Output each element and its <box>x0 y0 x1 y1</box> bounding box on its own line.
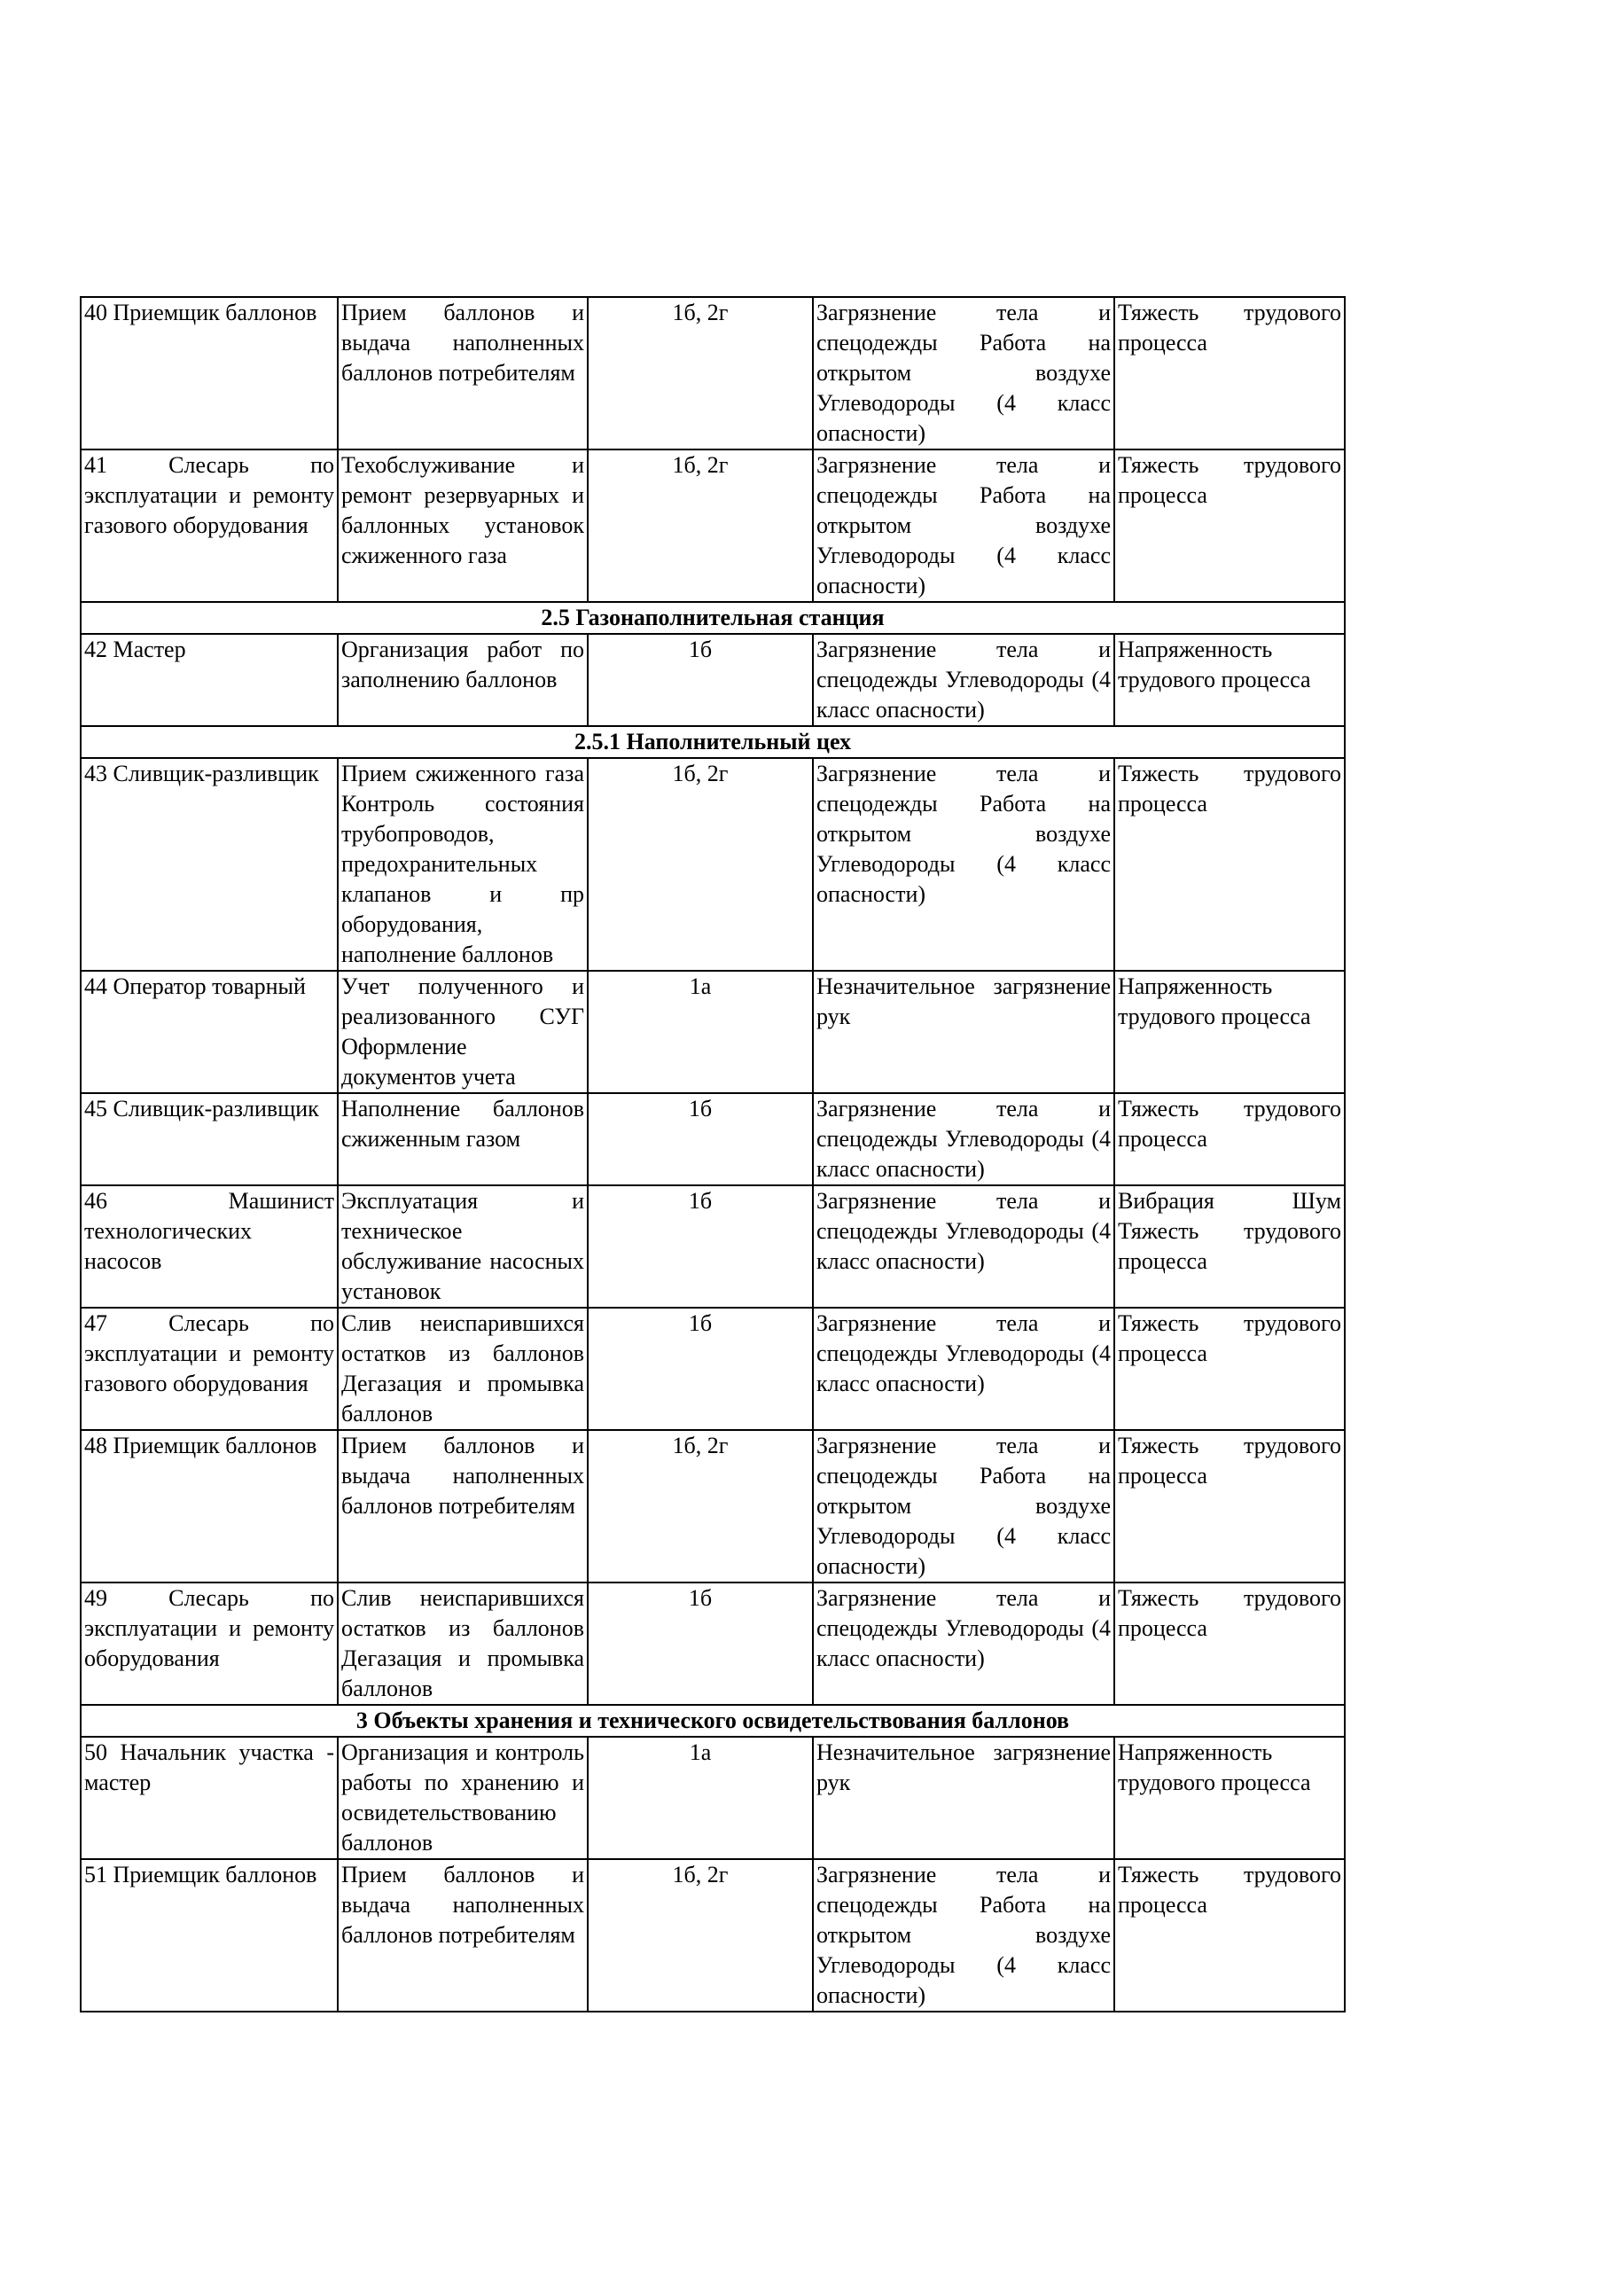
class-cell: 1б <box>588 634 813 726</box>
table-row <box>81 971 1345 1093</box>
class-cell: 1а <box>588 971 813 1093</box>
hazard-factors-cell: Загрязнение тела и спецодежды Работа на открытом воздухе Углеводороды (4 класс опасности) <box>813 758 1114 971</box>
work-conditions-cell: Тяжесть трудового процесса <box>1114 1859 1345 2012</box>
work-description-cell: Прием баллонов и выдача наполненных баллонов потребителям <box>338 297 588 449</box>
class-cell: 1б, 2г <box>588 1430 813 1583</box>
class-cell: 1б <box>588 1093 813 1185</box>
work-conditions-cell: Напряженность трудового процесса <box>1114 634 1345 726</box>
work-conditions-cell: Тяжесть трудового процесса <box>1114 758 1345 971</box>
work-description-cell: Слив неиспарившихся остатков из баллонов Дегазация и промывка баллонов <box>338 1583 588 1705</box>
work-conditions-cell: Напряженность трудового процесса <box>1114 971 1345 1093</box>
table-row <box>81 449 1345 602</box>
work-conditions-cell: Тяжесть трудового процесса <box>1114 297 1345 449</box>
class-cell: 1б, 2г <box>588 297 813 449</box>
table-body <box>81 297 1345 2012</box>
hazard-factors-cell: Загрязнение тела и спецодежды Работа на открытом воздухе Углеводороды (4 класс опасности) <box>813 1430 1114 1583</box>
work-description-cell: Эксплуатация и техническое обслуживание насосных установок <box>338 1185 588 1308</box>
work-description-cell: Слив неиспарившихся остатков из баллонов Дегазация и промывка баллонов <box>338 1308 588 1430</box>
work-description-cell: Прием баллонов и выдача наполненных баллонов потребителям <box>338 1430 588 1583</box>
position-cell: 46 Машинист технологических насосов <box>81 1185 338 1308</box>
class-cell: 1б <box>588 1185 813 1308</box>
hazard-factors-cell: Загрязнение тела и спецодежды Углеводороды (4 класс опасности) <box>813 1093 1114 1185</box>
work-conditions-cell: Тяжесть трудового процесса <box>1114 1430 1345 1583</box>
hazard-factors-cell: Загрязнение тела и спецодежды Углеводороды (4 класс опасности) <box>813 1583 1114 1705</box>
hazard-factors-cell: Незначительное загрязнение рук <box>813 971 1114 1093</box>
position-cell: 50 Начальник участка - мастер <box>81 1737 338 1859</box>
work-description-cell: Организация и контроль работы по хранению и освидетельствованию баллонов <box>338 1737 588 1859</box>
hazard-factors-cell: Загрязнение тела и спецодежды Углеводороды (4 класс опасности) <box>813 1185 1114 1308</box>
position-cell: 42 Мастер <box>81 634 338 726</box>
class-cell: 1б, 2г <box>588 449 813 602</box>
position-cell: 48 Приемщик баллонов <box>81 1430 338 1583</box>
occupations-table <box>80 296 1346 2012</box>
work-conditions-cell: Напряженность трудового процесса <box>1114 1737 1345 1859</box>
table-row <box>81 1308 1345 1430</box>
class-cell: 1б <box>588 1583 813 1705</box>
work-description-cell: Прием сжиженного газа Контроль состояния трубопроводов, предохранительных клапанов и пр оборудования, наполнение баллонов <box>338 758 588 971</box>
work-description-cell: Организация работ по заполнению баллонов <box>338 634 588 726</box>
hazard-factors-cell: Незначительное загрязнение рук <box>813 1737 1114 1859</box>
section-header-row <box>81 602 1345 634</box>
work-description-cell: Наполнение баллонов сжиженным газом <box>338 1093 588 1185</box>
work-description-cell: Учет полученного и реализованного СУГ Оформление документов учета <box>338 971 588 1093</box>
work-conditions-cell: Тяжесть трудового процесса <box>1114 1583 1345 1705</box>
position-cell: 43 Сливщик-разливщик <box>81 758 338 971</box>
section-title: 3 Объекты хранения и технического освидетельствования баллонов <box>81 1705 1345 1737</box>
class-cell: 1а <box>588 1737 813 1859</box>
position-cell: 49 Слесарь по эксплуатации и ремонту оборудования <box>81 1583 338 1705</box>
class-cell: 1б, 2г <box>588 758 813 971</box>
work-conditions-cell: Тяжесть трудового процесса <box>1114 1308 1345 1430</box>
position-cell: 40 Приемщик баллонов <box>81 297 338 449</box>
table-row <box>81 1430 1345 1583</box>
table-row <box>81 1093 1345 1185</box>
work-conditions-cell: Тяжесть трудового процесса <box>1114 1093 1345 1185</box>
work-description-cell: Техобслуживание и ремонт резервуарных и баллонных установок сжиженного газа <box>338 449 588 602</box>
table-row <box>81 297 1345 449</box>
table-row <box>81 1859 1345 2012</box>
position-cell: 45 Сливщик-разливщик <box>81 1093 338 1185</box>
table-row <box>81 1185 1345 1308</box>
position-cell: 44 Оператор товарный <box>81 971 338 1093</box>
section-title: 2.5.1 Наполнительный цех <box>81 726 1345 758</box>
section-header-row <box>81 726 1345 758</box>
section-title: 2.5 Газонаполнительная станция <box>81 602 1345 634</box>
table-row <box>81 1737 1345 1859</box>
hazard-factors-cell: Загрязнение тела и спецодежды Углеводороды (4 класс опасности) <box>813 1308 1114 1430</box>
position-cell: 47 Слесарь по эксплуатации и ремонту газового оборудования <box>81 1308 338 1430</box>
table-row <box>81 634 1345 726</box>
hazard-factors-cell: Загрязнение тела и спецодежды Работа на открытом воздухе Углеводороды (4 класс опасности) <box>813 297 1114 449</box>
class-cell: 1б, 2г <box>588 1859 813 2012</box>
class-cell: 1б <box>588 1308 813 1430</box>
table-row <box>81 758 1345 971</box>
section-header-row <box>81 1705 1345 1737</box>
table-row <box>81 1583 1345 1705</box>
position-cell: 41 Слесарь по эксплуатации и ремонту газового оборудования <box>81 449 338 602</box>
work-conditions-cell: Вибрация Шум Тяжесть трудового процесса <box>1114 1185 1345 1308</box>
work-conditions-cell: Тяжесть трудового процесса <box>1114 449 1345 602</box>
work-description-cell: Прием баллонов и выдача наполненных баллонов потребителям <box>338 1859 588 2012</box>
hazard-factors-cell: Загрязнение тела и спецодежды Работа на открытом воздухе Углеводороды (4 класс опасности) <box>813 1859 1114 2012</box>
hazard-factors-cell: Загрязнение тела и спецодежды Углеводороды (4 класс опасности) <box>813 634 1114 726</box>
hazard-factors-cell: Загрязнение тела и спецодежды Работа на открытом воздухе Углеводороды (4 класс опасности) <box>813 449 1114 602</box>
position-cell: 51 Приемщик баллонов <box>81 1859 338 2012</box>
